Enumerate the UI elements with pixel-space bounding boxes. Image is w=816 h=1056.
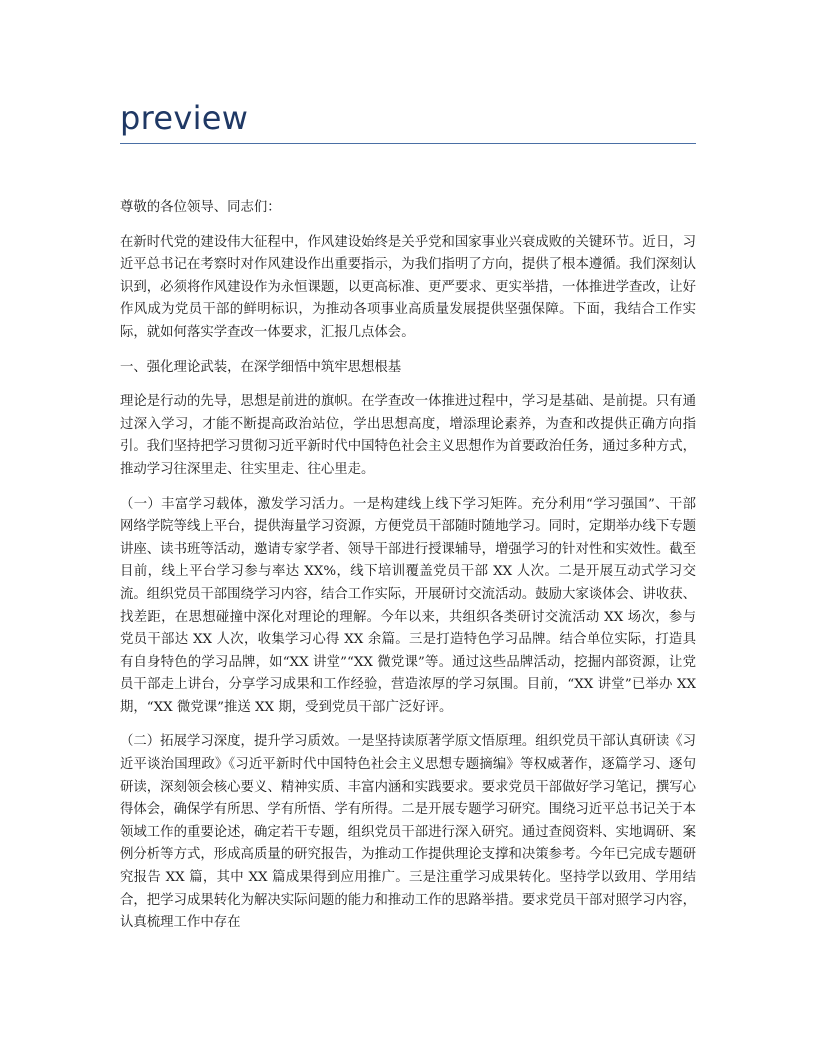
document-title: preview [120, 99, 249, 137]
subsection-1-paragraph: （一）丰富学习载体，激发学习活力。一是构建线上线下学习矩阵。充分利用“学习强国”、干部网络学院等线上平台，提供海量学习资源，方便党员干部随时随地学习。同时，定期举办线下专题讲座、读书班等活动，邀请专家学者、领导干部进行授课辅导，增强学习的针对性和实效性。截至目前，线上平台学习参与率达 XX%，线下培训覆盖党员干部 XX 人次。二是开展互动式学习交流。组织党员干部围绕学习内容，结合工作实际，开展研讨交流活动。鼓励大家谈体会、讲收获、找差距，在思想碰撞中深化对理论的理解。今年以来，共组织各类研讨交流活动 XX 场次，参与党员干部达 XX 人次，收集学习心得 XX 余篇。三是打造特色学习品牌。结合单位实际，打造具有自身特色的学习品牌，如“XX 讲堂”“XX 微党课”等。通过这些品牌活动，挖掘内部资源，让党员干部走上讲台，分享学习成果和工作经验，营造浓厚的学习氛围。目前，“XX 讲堂”已举办 XX 期，“XX 微党课”推送 XX 期，受到党员干部广泛好评。 [120, 496, 696, 715]
theory-paragraph: 理论是行动的先导，思想是前进的旗帜。在学查改一体推进过程中，学习是基础、是前提。只有通过深入学习，才能不断提高政治站位，学出思想高度，增添理论素养，为查和改提供正确方向指引。我们坚持把学习贯彻习近平新时代中国特色社会主义思想作为首要政治任务，通过多种方式，推动学习往深里走、往实里走、往心里走。 [120, 394, 696, 477]
document-body [120, 197, 696, 947]
subsection-2-paragraph: （二）拓展学习深度，提升学习质效。一是坚持读原著学原文悟原理。组织党员干部认真研读《习近平谈治国理政》《习近平新时代中国特色社会主义思想专题摘编》等权威著作，逐篇学习、逐句研读，深刻领会核心要义、精神实质、丰富内涵和实践要求。要求党员干部做好学习笔记，撰写心得体会，确保学有所思、学有所悟、学有所得。二是开展专题学习研究。围绕习近平总书记关于本领域工作的重要论述，确定若干专题，组织党员干部进行深入研究。通过查阅资料、实地调研、案例分析等方式，形成高质量的研究报告，为推动工作提供理论支撑和决策参考。今年已完成专题研究报告 XX 篇，其中 XX 篇成果得到应用推广。三是注重学习成果转化。坚持学以致用、学用结合，把学习成果转化为解决实际问题的能力和推动工作的思路举措。要求党员干部对照学习内容，认真梳理工作中存在 [120, 734, 696, 931]
intro-paragraph: 在新时代党的建设伟大征程中，作风建设始终是关乎党和国家事业兴衰成败的关键环节。近日，习近平总书记在考察时对作风建设作出重要指示，为我们指明了方向，提供了根本遵循。我们深刻认识到，必须将作风建设作为永恒课题，以更高标准、更严要求、更实举措，一体推进学查改，让好作风成为党员干部的鲜明标识，为推动各项事业高质量发展提供坚强保障。下面，我结合工作实际，就如何落实学查改一体要求，汇报几点体会。 [120, 234, 696, 340]
title-underline [120, 143, 696, 144]
section-heading-1: 一、强化理论武装，在深学细悟中筑牢思想根基 [120, 359, 402, 375]
greeting-line: 尊敬的各位领导、同志们： [120, 200, 281, 215]
